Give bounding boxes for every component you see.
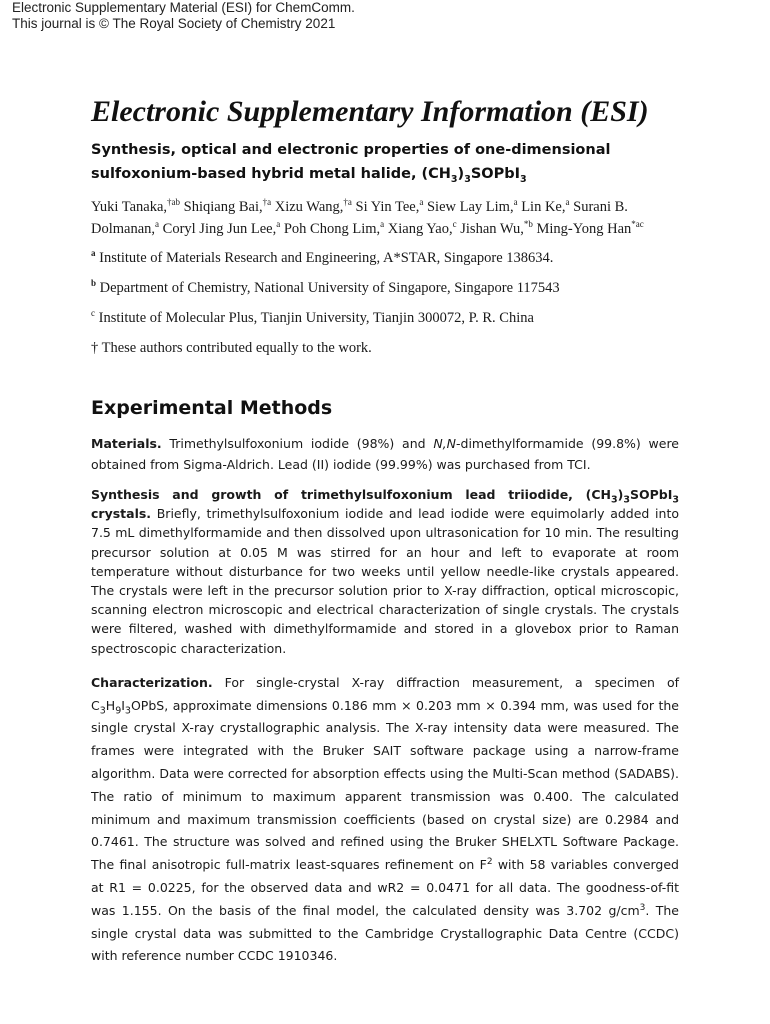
characterization-paragraph: Characterization. For single-crystal X-ray diffraction measurement, a specimen of $C_3H_9I_3OPbS$, approximate dimensions 0.186 mm × 0.203 mm × 0.394 mm, was used for the single crystal X-ray crystallographic analysis. The X-ray intensity data were measured. The frames were integrated with the Bruker SAIT software package using a narrow-frame algorithm. Data were corrected for absorption effects using the Multi-Scan method (SADABS). The ratio of minimum to maximum apparent transmission was 0.400. The calculated minimum and maximum transmission coefficients (based on crystal size) are 0.2984 and 0.7461. The structure was solved and refined using the Bruker SHELXTL Software Package. The final anisotropic full-matrix least-squares refinement on $F^2$ with 58 variables converged at R1 = 0.0225, for the observed data and wR2 = 0.0471 for all data. The goodness-of-fit was 1.155. On the basis of the final model, the calculated density was 3.702 $g/cm^3$. The single crystal data was submitted to the Cambridge Crystallographic Data Centre (CCDC) with reference number CCDC 1910346.	[91, 674, 679, 964]
author: Poh Chong Lim,	[280, 221, 381, 237]
author: Lin Ke,	[517, 199, 566, 215]
author: Si Yin Tee,	[351, 199, 420, 215]
equal-contribution-note: † These authors contributed equally to the work.	[91, 340, 372, 356]
author: Yuki Tanaka,	[91, 199, 168, 215]
paper-subtitle: Synthesis, optical and electronic properties of one-dimensional sulfoxonium-based hybrid metal halide, $(CH_3)_3SOPbI_3$	[91, 142, 611, 185]
materials-paragraph: Materials. Trimethylsulfoxonium iodide (98%) and N,N-dimethylformamide (99.8%) were obtained from Sigma-Aldrich. Lead (II) iodide (99.99%) was purchased from TCI.	[91, 436, 679, 472]
watermark-line-1: Electronic Supplementary Material (ESI) for ChemComm.	[12, 0, 355, 15]
author: Ming-Yong Han	[532, 221, 632, 237]
author: Jishan Wu,	[456, 221, 524, 237]
author: Xiang Yao,	[384, 221, 453, 237]
document-page	[91, 92, 679, 978]
synthesis-paragraph: Synthesis and growth of trimethylsulfoxonium lead triiodide, $(CH_3)_3SOPbI_3$ crystals. Briefly, trimethylsulfoxonium iodide and lead iodide were equimolarly added into 7.5 mL dimethylformamide and then dissolved upon ultrasonication for 10 min. The resulting precursor solution at 0.05 M was stirred for an hour and left to evaporate at room temperature without disturbance for two weeks until yellow needle-like crystals appeared. The crystals were left in the precursor solution prior to X-ray diffraction, optical microscopic, scanning electron microscopic and electrical characterization of single crystals. The crystals were filtered, washed with dimethylformamide and stored in a glovebox prior to Raman spectroscopic characterization.	[91, 487, 679, 656]
author-list: Yuki Tanaka,$^{\dagger ab}$ Shiqiang Bai,$^{\dagger a}$ Xizu Wang,$^{\dagger a}$ Si Yin Tee,$^a$ Siew Lay Lim,$^a$ Lin Ke,$^a$ Surani B. Dolmanan,$^a$ Coryl Jing Jun Lee,$^a$ Poh Chong Lim,$^a$ Xiang Yao,$^c$ Jishan Wu,$^{*b}$ Ming-Yong Han$^{*ac}$	[91, 197, 644, 237]
author: Coryl Jing Jun Lee,	[159, 221, 277, 237]
section-heading-experimental-methods: Experimental Methods	[91, 397, 333, 419]
affiliation-c: $^c$ Institute of Molecular Plus, Tianjin University, Tianjin 300072, P. R. China	[91, 308, 534, 326]
author: Surani B. Dolmanan,	[91, 199, 628, 237]
watermark-line-2: This journal is © The Royal Society of Chemistry 2021	[12, 16, 336, 31]
affiliation-b: $^b$ Department of Chemistry, National University of Singapore, Singapore 117543	[91, 278, 560, 296]
author: Siew Lay Lim,	[423, 199, 514, 215]
author: Shiqiang Bai,	[180, 199, 263, 215]
author: Xizu Wang,	[271, 199, 344, 215]
journal-watermark	[12, 0, 355, 32]
document-title: Electronic Supplementary Information (ESI)	[91, 95, 649, 128]
affiliation-a: $^a$ Institute of Materials Research and Engineering, A*STAR, Singapore 138634.	[91, 248, 554, 266]
